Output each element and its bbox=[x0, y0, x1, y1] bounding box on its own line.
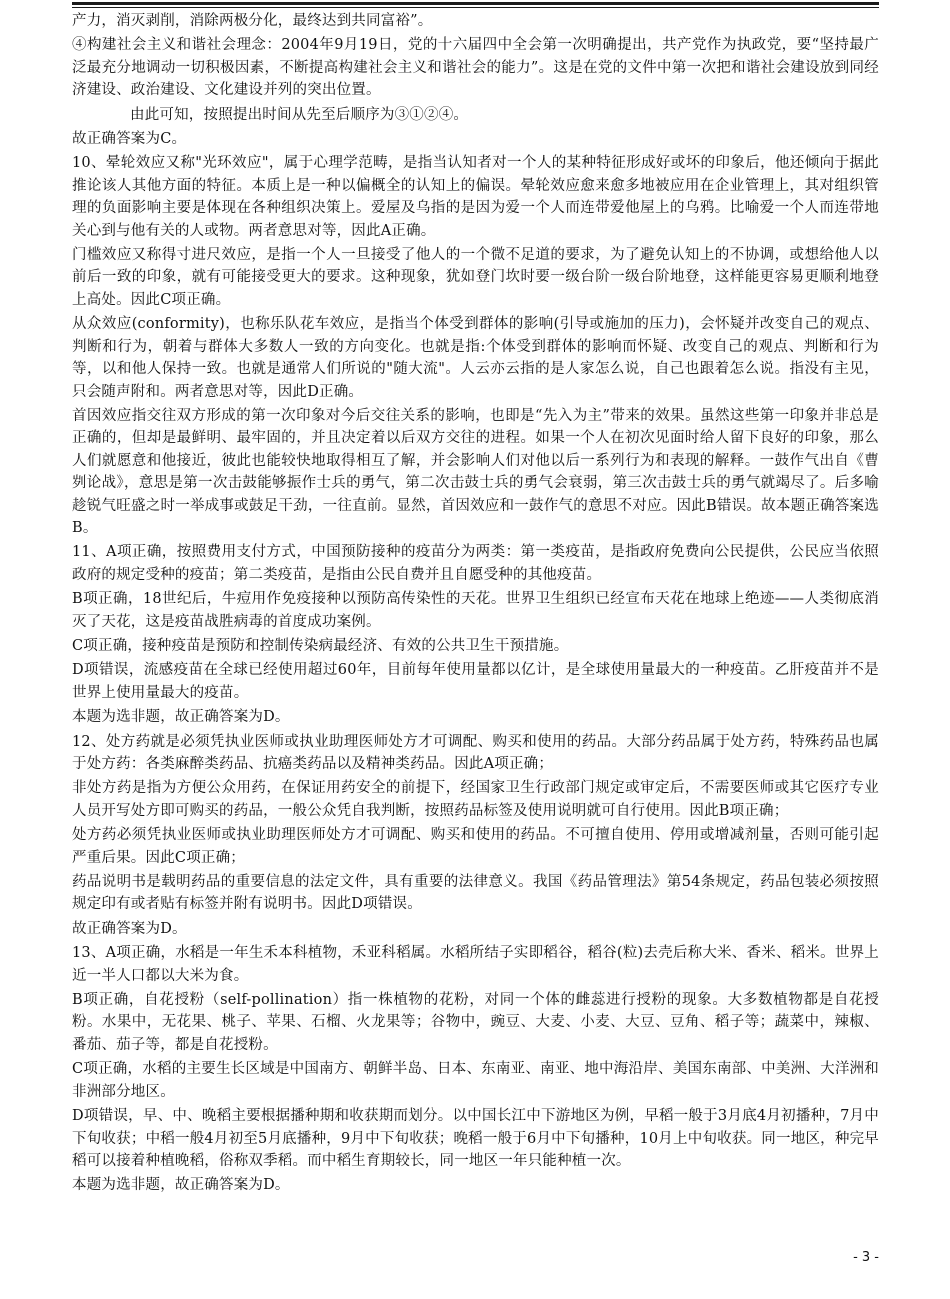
answer-q11: 本题为选非题，故正确答案为D。 bbox=[72, 709, 290, 726]
q13-option-c: C项正确，水稻的主要生长区域是中国南方、朝鲜半岛、日本、东南亚、南亚、地中海沿岸、美国东南部、中美洲、大洋洲和非洲部分地区。 bbox=[72, 1061, 879, 1100]
paragraph-harmonious-society: ④构建社会主义和谐社会理念：2004年9月19日，党的十六届四中全会第一次明确提出，共产党作为执政党，要“坚持最广泛最充分地调动一切积极因素，不断提高构建社会主义和谐社会的能力”。这是在党的文件中第一次把和谐社会建设放到同经济建设、政治建设、文化建设并列的突出位置。 bbox=[72, 37, 879, 99]
paragraph-order-conclusion: 由此可知，按照提出时间从先至后顺序为③①②④。 bbox=[130, 106, 469, 123]
q10-primacy-effect: 首因效应指交往双方形成的第一次印象对今后交往关系的影响，也即是“先入为主”带来的效果。虽然这些第一印象并非总是正确的，但却是最鲜明、最牢固的，并且决定着以后双方交往的进程。如果一个人在初次见面时给人留下良好的印象，那么人们就愿意和他接近，彼此也能较快地取得相互了解，并会影响人们对他以后一系列行为和表现的解释。一鼓作气出自《曹刿论战》，意思是第一次击鼓能够振作士兵的勇气，第二次击鼓士兵的勇气会衰弱，第三次击鼓士兵的勇气就竭尽了。后多喻趁锐气旺盛之时一举成事或鼓足干劲，一往直前。显然，首因效应和一鼓作气的意思不对应。因此B错误。故本题正确答案选B。 bbox=[72, 407, 879, 536]
q10-foot-in-door: 门槛效应又称得寸进尺效应，是指一个人一旦接受了他人的一个微不足道的要求，为了避免认知上的不协调，或想给他人以前后一致的印象，就有可能接受更大的要求。这种现象，犹如登门坎时要一级台阶一级台阶地登，这样能更容易更顺利地登上高处。因此C项正确。 bbox=[72, 247, 879, 308]
q12-option-a: 12、处方药就是必须凭执业医师或执业助理医师处方才可调配、购买和使用的药品。大部分药品属于处方药，特殊药品也属于处方药：各类麻醉类药品、抗癌类药品以及精神类药品。因此A项正确； bbox=[72, 733, 879, 772]
q11-option-d: D项错误，流感疫苗在全球已经使用超过60年，目前每年使用量都以亿计，是全球使用量最大的一种疫苗。乙肝疫苗并不是世界上使用量最大的疫苗。 bbox=[72, 662, 879, 701]
answer-q13: 本题为选非题，故正确答案为D。 bbox=[72, 1177, 290, 1194]
q10-halo-effect: 10、晕轮效应又称"光环效应"，属于心理学范畴，是指当认知者对一个人的某种特征形成好或坏的印象后，他还倾向于据此推论该人其他方面的特征。本质上是一种以偏概全的认知上的偏误。晕轮效应愈来愈多地被应用在企业管理上，其对组织管理的负面影响主要是体现在各种组织决策上。爱屋及乌指的是因为爱一个人而连带爱他屋上的乌鸦。比喻爱一个人而连带地关心到与他有关的人或物。两者意思对等，因此A正确。 bbox=[72, 155, 879, 239]
answer-q9: 故正确答案为C。 bbox=[72, 131, 187, 148]
q12-option-c: 处方药必须凭执业医师或执业助理医师处方才可调配、购买和使用的药品。不可擅自使用、停用或增减剂量，否则可能引起严重后果。因此C项正确； bbox=[72, 827, 879, 866]
q10-conformity: 从众效应(conformity)，也称乐队花车效应，是指当个体受到群体的影响(引导或施加的压力)，会怀疑并改变自己的观点、判断和行为，朝着与群体大多数人一致的方向变化。也就是指:个体受到群体的影响而怀疑、改变自己的观点、判断和行为等，以和他人保持一致。也就是通常人们所说的"随大流"。人云亦云指的是人家怎么说，自己也跟着怎么说。指没有主见，只会随声附和。两者意思对等，因此D正确。 bbox=[72, 316, 879, 400]
header-rule-thick bbox=[72, 2, 879, 5]
q11-option-c: C项正确，接种疫苗是预防和控制传染病最经济、有效的公共卫生干预措施。 bbox=[72, 637, 569, 654]
q11-option-a: 11、A项正确，按照费用支付方式，中国预防接种的疫苗分为两类：第一类疫苗，是指政府免费向公民提供，公民应当依照政府的规定受种的疫苗；第二类疫苗，是指由公民自费并且自愿受种的其他疫苗。 bbox=[72, 544, 879, 583]
q13-option-d: D项错误，早、中、晚稻主要根据播种期和收获期而划分。以中国长江中下游地区为例，早稻一般于3月底4月初播种，7月中下旬收获；中稻一般4月初至5月底播种，9月中下旬收获；晚稻一般于6月中下旬播种，10月上中旬收获。同一地区，种完早稻可以接着种植晚稻，俗称双季稻。而中稻生育期较长，同一地区一年只能种植一次。 bbox=[72, 1108, 879, 1169]
document-body bbox=[72, 10, 879, 1199]
q13-option-b: B项正确，自花授粉（self-pollination）指一株植物的花粉，对同一个体的雌蕊进行授粉的现象。大多数植物都是自花授粉。水果中，无花果、桃子、苹果、石榴、火龙果等；谷物中，豌豆、大麦、小麦、大豆、豆角、稻子等；蔬菜中，辣椒、番茄、茄子等，都是自花授粉。 bbox=[72, 992, 879, 1053]
q12-option-d: 药品说明书是载明药品的重要信息的法定文件，具有重要的法律意义。我国《药品管理法》第54条规定，药品包装必须按照规定印有或者贴有标签并附有说明书。因此D项错误。 bbox=[72, 874, 879, 913]
q11-option-b: B项正确，18世纪后，牛痘用作免疫接种以预防高传染性的天花。世界卫生组织已经宣布天花在地球上绝迹——人类彻底消灭了天花，这是疫苗战胜病毒的首度成功案例。 bbox=[72, 591, 879, 630]
q12-option-b: 非处方药是指为方便公众用药，在保证用药安全的前提下，经国家卫生行政部门规定或审定后，不需要医师或其它医疗专业人员开写处方即可购买的药品，一般公众凭自我判断，按照药品标签及使用说明就可自行使用。因此B项正确； bbox=[72, 780, 879, 819]
q13-option-a: 13、A项正确，水稻是一年生禾本科植物，禾亚科稻属。水稻所结子实即稻谷，稻谷(粒)去壳后称大米、香米、稻米。世界上近一半人口都以大米为食。 bbox=[72, 945, 879, 984]
answer-q12: 故正确答案为D。 bbox=[72, 920, 187, 937]
header-rule-thin bbox=[72, 7, 879, 8]
paragraph-continuation: 产力，消灭剥削，消除两极分化，最终达到共同富裕”。 bbox=[72, 13, 433, 29]
page-number: - 3 - bbox=[853, 1250, 879, 1265]
